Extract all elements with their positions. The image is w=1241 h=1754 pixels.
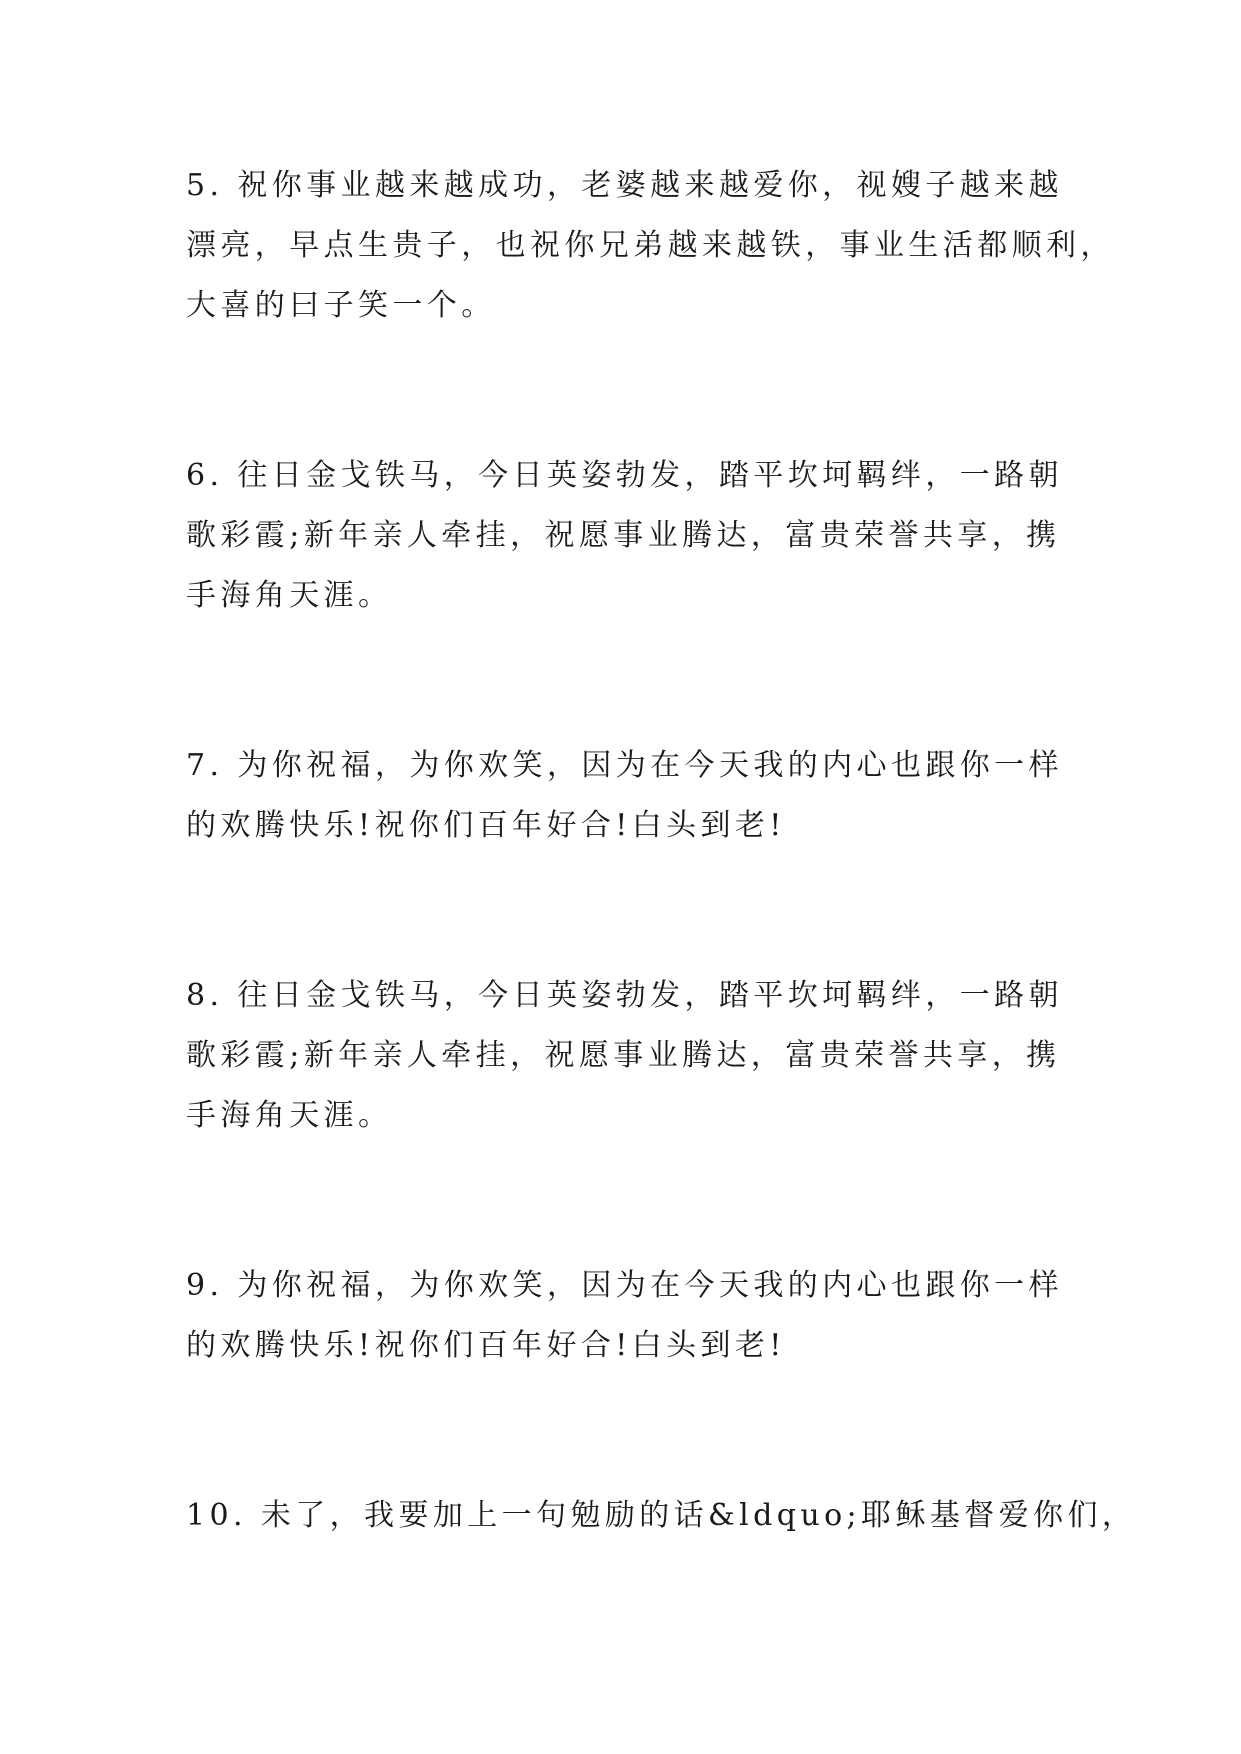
paragraph-9: [186, 1256, 1066, 1376]
paragraph-line: 9. 为你祝福，为你欢笑，因为在今天我的内心也跟你一样: [186, 1268, 1063, 1303]
paragraph-line: 大喜的曰子笑一个。: [186, 288, 496, 323]
paragraph-line: 5. 祝你事业越来越成功，老婆越来越爱你，视嫂子越来越: [186, 168, 1063, 203]
paragraph-line: 10. 未了，我要加上一句勉励的话&ldquo;耶稣基督爱你们，: [186, 1498, 1137, 1533]
paragraph-10: [186, 1486, 1137, 1546]
paragraph-8: [186, 966, 1066, 1146]
paragraph-6: [186, 446, 1066, 626]
paragraph-line: 漂亮，早点生贵子，也祝你兄弟越来越铁，事业生活都顺利，: [186, 228, 1115, 263]
paragraph-line: 歌彩霞;新年亲人牵挂，祝愿事业腾达，富贵荣誉共享，携: [186, 1038, 1061, 1073]
paragraph-line: 的欢腾快乐!祝你们百年好合!白头到老!: [186, 1328, 786, 1363]
paragraph-line: 7. 为你祝福，为你欢笑，因为在今天我的内心也跟你一样: [186, 748, 1063, 783]
paragraph-7: [186, 736, 1066, 856]
paragraph-line: 的欢腾快乐!祝你们百年好合!白头到老!: [186, 808, 786, 843]
paragraph-5: [186, 156, 1115, 336]
paragraph-line: 手海角天涯。: [186, 578, 393, 613]
paragraph-line: 歌彩霞;新年亲人牵挂，祝愿事业腾达，富贵荣誉共享，携: [186, 518, 1061, 553]
paragraph-line: 手海角天涯。: [186, 1098, 393, 1133]
paragraph-line: 6. 往日金戈铁马，今日英姿勃发，踏平坎坷羁绊，一路朝: [186, 458, 1063, 493]
paragraph-line: 8. 往日金戈铁马，今日英姿勃发，踏平坎坷羁绊，一路朝: [186, 978, 1063, 1013]
